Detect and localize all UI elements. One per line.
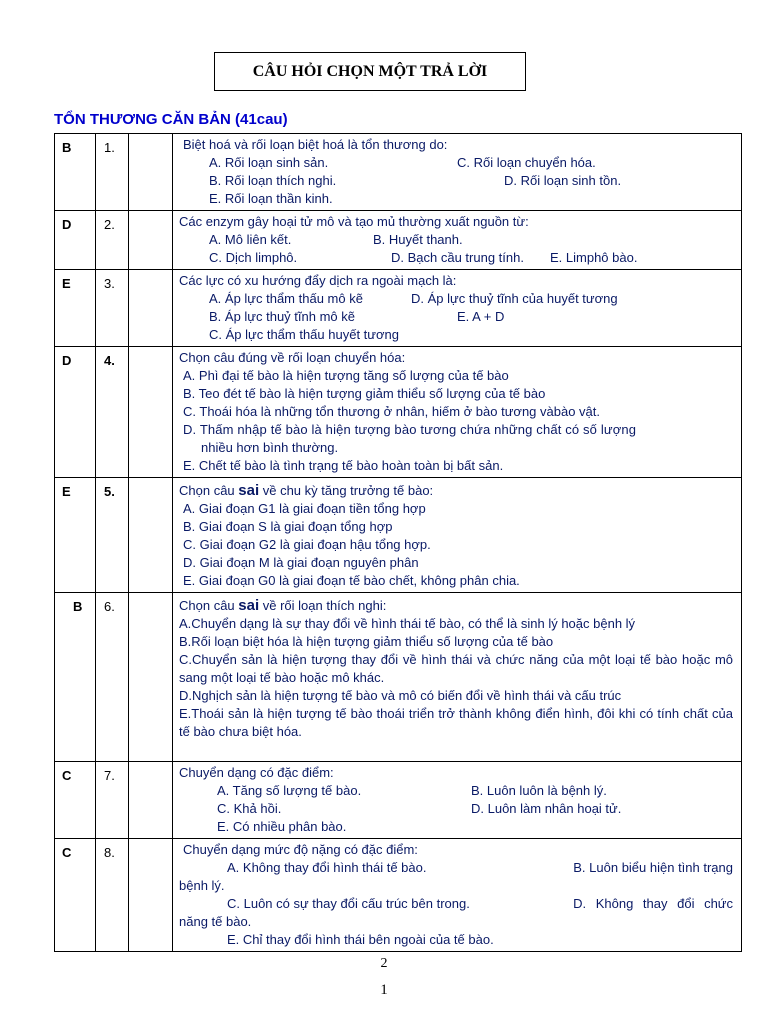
question-stem: Chuyển dạng có đặc điểm: xyxy=(179,765,334,780)
option-d-continued: năng tế bào. xyxy=(179,914,252,929)
option-row xyxy=(179,249,733,267)
question-row-1 xyxy=(55,134,742,211)
option-d: D. Bạch cầu trung tính. xyxy=(391,250,524,265)
question-row-4 xyxy=(55,347,742,478)
option-e: E. Rối loạn thần kinh. xyxy=(209,191,333,206)
option-b: B.Rối loạn biệt hóa là hiện tượng giảm thiểu số lượng của tế bào xyxy=(179,634,554,649)
option-e: E. Limphô bào. xyxy=(550,250,638,265)
question-stem xyxy=(179,597,733,615)
option-a: A. Phì đại tế bào là hiện tượng tăng số lượng của tế bào xyxy=(183,368,509,383)
option-b: B. Giai đoạn S là giai đoạn tổng hợp xyxy=(183,519,393,534)
document-title: CÂU HỎI CHỌN MỘT TRẢ LỜI xyxy=(252,62,488,80)
option-e: E. Chết tế bào là tình trạng tế bào hoàn toàn bị bất sản. xyxy=(183,458,504,473)
option-c: C. Dịch limphô. xyxy=(209,250,298,265)
option-row xyxy=(179,859,733,877)
option-d: D. Áp lực thuỷ tĩnh của huyết tương xyxy=(411,291,618,306)
question-row-3 xyxy=(55,270,742,347)
question-content xyxy=(173,134,742,211)
blank-cell xyxy=(129,347,173,478)
answer-key: D xyxy=(55,347,96,478)
option-e: E. Giai đoạn G0 là giai đoạn tế bào chết, không phân chia. xyxy=(183,573,520,588)
blank-cell xyxy=(129,478,173,593)
question-row-7 xyxy=(55,762,742,839)
option-a: A.Chuyển dạng là sự thay đổi về hình thái tế bào, có thể là sinh lý hoặc bệnh lý xyxy=(179,616,636,631)
option-d-continued: nhiều hơn bình thường. xyxy=(201,440,339,455)
blank-cell xyxy=(129,211,173,270)
blank-cell xyxy=(129,762,173,839)
option-e: E. Chỉ thay đổi hình thái bên ngoài của tế bào. xyxy=(227,932,494,947)
option-a: A. Tăng số lượng tế bào. xyxy=(217,783,362,798)
option-e: E. Có nhiều phân bào. xyxy=(217,819,347,834)
option-c: C. Áp lực thẩm thấu huyết tương xyxy=(209,327,399,342)
option-b: B. Teo đét tế bào là hiện tượng giảm thiểu số lượng của tế bào xyxy=(183,386,546,401)
option-c: C. Luôn có sự thay đổi cấu trúc bên trong. xyxy=(227,896,470,911)
page-number-inner: 2 xyxy=(380,956,388,971)
answer-key: B xyxy=(55,134,96,211)
answer-key: B xyxy=(55,593,96,762)
option-a: A. Rối loạn sinh sản. xyxy=(209,155,329,170)
question-number: 5. xyxy=(96,478,129,593)
option-b: B. Huyết thanh. xyxy=(373,232,463,247)
option-b: B. Rối loạn thích nghi. xyxy=(209,173,337,188)
question-content xyxy=(173,762,742,839)
question-number: 4. xyxy=(96,347,129,478)
stem-emphasis: sai xyxy=(238,482,260,499)
question-row-6 xyxy=(55,593,742,762)
option-a: A. Áp lực thẩm thấu mô kẽ xyxy=(209,291,363,306)
option-row xyxy=(179,172,733,190)
option-b-continued: bệnh lý. xyxy=(179,878,225,893)
question-stem: Chọn câu đúng về rối loạn chuyển hóa: xyxy=(179,350,406,365)
option-c: C. Giai đoạn G2 là giai đoạn hậu tổng hợp. xyxy=(183,537,431,552)
question-row-5 xyxy=(55,478,742,593)
questions-table xyxy=(54,133,742,952)
question-stem: Biệt hoá và rối loạn biệt hoá là tổn thương do: xyxy=(183,137,448,152)
question-content xyxy=(173,839,742,952)
option-row xyxy=(179,154,733,172)
option-a: A. Không thay đổi hình thái tế bào. xyxy=(227,860,427,875)
option-d: D. Thấm nhập tế bào là hiện tượng bào tương chứa những chất có số lượng xyxy=(183,422,637,437)
stem-text: Chọn câu xyxy=(179,598,239,613)
option-c: C. Thoái hóa là những tổn thương ở nhân, hiếm ở bào tương vàbào vật. xyxy=(183,404,601,419)
option-row xyxy=(179,800,733,818)
answer-key: E xyxy=(55,270,96,347)
question-stem xyxy=(179,482,733,500)
question-number: 1. xyxy=(96,134,129,211)
page-number-outer: 1 xyxy=(380,982,388,998)
option-c: C. Rối loạn chuyển hóa. xyxy=(457,155,596,170)
blank-cell xyxy=(129,134,173,211)
question-stem: Các enzym gây hoại tử mô và tạo mủ thường xuất nguồn từ: xyxy=(179,214,529,229)
option-b: B. Áp lực thuỷ tĩnh mô kẽ xyxy=(209,309,355,324)
stem-text: Chọn câu xyxy=(179,483,239,498)
question-content xyxy=(173,593,742,762)
section-title: TỔN THƯƠNG CĂN BẢN (41cau) xyxy=(54,111,288,128)
option-d: D. Luôn làm nhân hoại tử. xyxy=(471,801,622,816)
question-content xyxy=(173,478,742,593)
answer-key: C xyxy=(55,762,96,839)
option-d: D. Giai đoạn M là giai đoạn nguyên phân xyxy=(183,555,419,570)
stem-emphasis: sai xyxy=(238,597,260,614)
question-content xyxy=(173,347,742,478)
blank-cell xyxy=(129,839,173,952)
option-c: C.Chuyển sản là hiện tượng thay đổi về hình thái và chức năng của một loại tế bào hoặc mô sang một loại tế bào hoặc mô khác. xyxy=(179,652,733,685)
answer-key: D xyxy=(55,211,96,270)
question-content xyxy=(173,270,742,347)
option-e: E.Thoái sản là hiện tượng tế bào thoái triển trở thành không điển hình, đôi khi có tính chất của tế bào chưa biệt hóa. xyxy=(179,706,733,739)
blank-cell xyxy=(129,593,173,762)
question-number: 7. xyxy=(96,762,129,839)
option-row xyxy=(179,290,733,308)
option-d: D.Nghịch sản là hiện tượng tế bào và mô có biến đổi về hình thái và cấu trúc xyxy=(179,688,622,703)
question-number: 8. xyxy=(96,839,129,952)
option-row xyxy=(179,895,733,913)
question-content xyxy=(173,211,742,270)
stem-text: về chu kỳ tăng trưởng tế bào: xyxy=(259,483,434,498)
option-d: D. Không thay đổi chức xyxy=(573,896,733,911)
option-row xyxy=(179,231,733,249)
option-b: B. Luôn biểu hiện tình trạng xyxy=(573,860,733,875)
option-b: B. Luôn luôn là bệnh lý. xyxy=(471,783,607,798)
question-stem: Chuyển dạng mức độ nặng có đặc điểm: xyxy=(183,842,418,857)
answer-key: C xyxy=(55,839,96,952)
option-c: C. Khả hồi. xyxy=(217,801,282,816)
option-a: A. Giai đoạn G1 là giai đoạn tiền tổng hợp xyxy=(183,501,426,516)
question-number: 2. xyxy=(96,211,129,270)
option-e: E. A + D xyxy=(457,309,505,324)
question-stem: Các lực có xu hướng đẩy dịch ra ngoài mạch là: xyxy=(179,273,457,288)
question-row-8 xyxy=(55,839,742,952)
document-title-box xyxy=(214,52,526,91)
answer-key: E xyxy=(55,478,96,593)
option-row xyxy=(179,308,733,326)
question-number: 6. xyxy=(96,593,129,762)
blank-cell xyxy=(129,270,173,347)
option-a: A. Mô liên kết. xyxy=(209,232,292,247)
option-d: D. Rối loạn sinh tồn. xyxy=(504,173,622,188)
question-row-2 xyxy=(55,211,742,270)
stem-text: về rối loạn thích nghi: xyxy=(259,598,387,613)
option-row xyxy=(179,782,733,800)
question-number: 3. xyxy=(96,270,129,347)
